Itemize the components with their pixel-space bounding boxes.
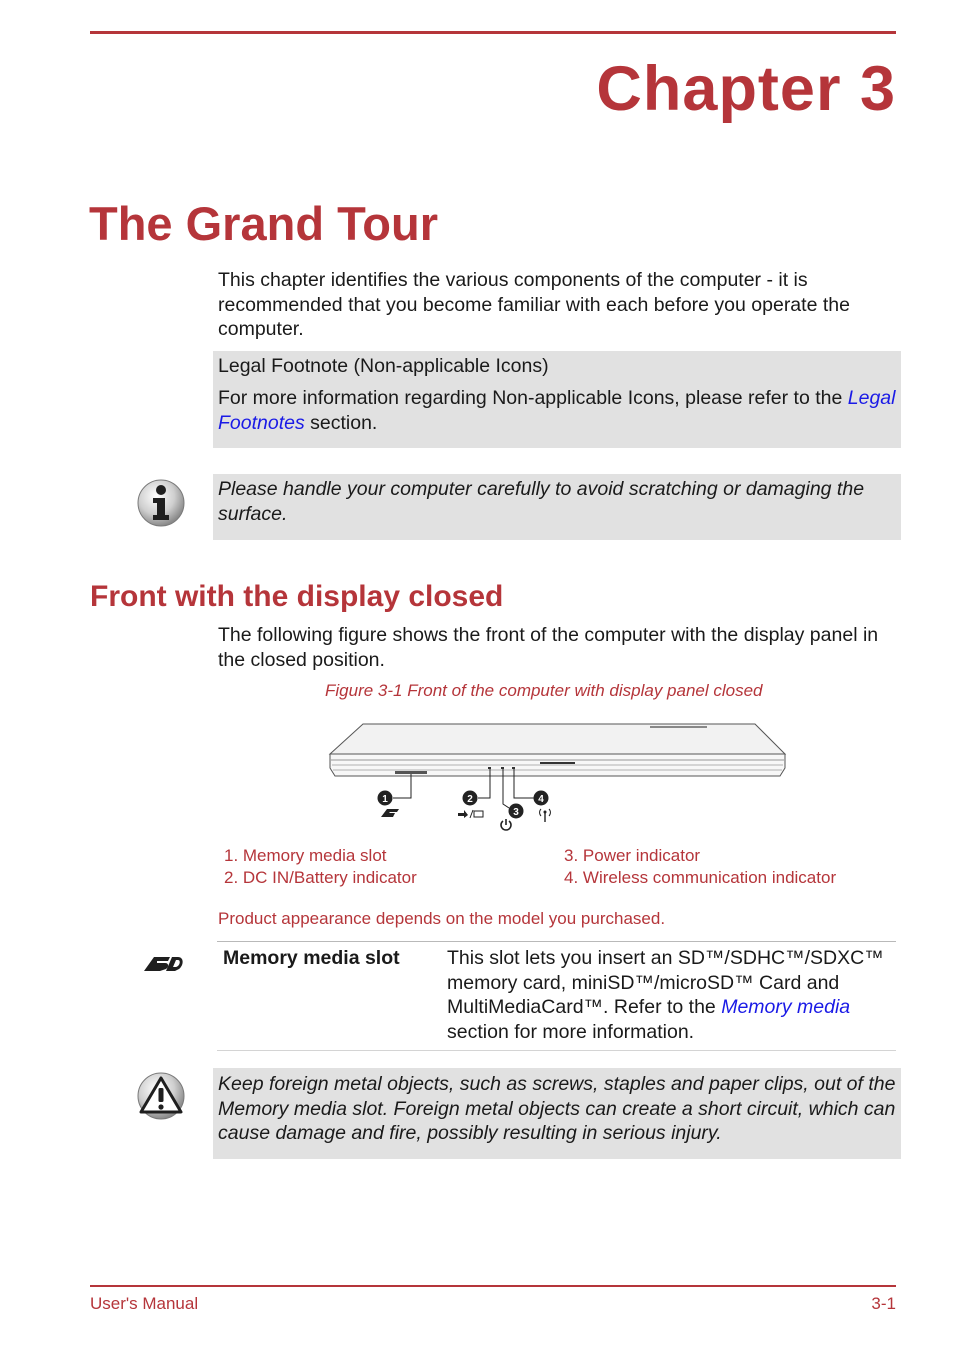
legend-item-dc-in: 2. DC IN/Battery indicator (224, 868, 417, 887)
callout-marker-1-label: 1 (382, 794, 388, 805)
intro-paragraph: This chapter identifies the various components of the computer - it is recommended that you become familiar with each before you operate the computer. (218, 269, 850, 340)
warning-note-text: Keep foreign metal objects, such as screws, staples and paper clips, out of the Memory media slot. Foreign metal objects can create a short circuit, which can cause damage and fire, possibly resulting in serious injury. (218, 1073, 896, 1144)
figure-sd-icon (381, 809, 399, 817)
appearance-note: Product appearance depends on the model you purchased. (218, 909, 666, 928)
info-note-text: Please handle your computer carefully to avoid scratching or damaging the surface. (218, 478, 865, 525)
footer-page-number: 3-1 (871, 1294, 896, 1313)
legend-item-memory-slot: 1. Memory media slot (224, 846, 387, 865)
section-paragraph: The following figure shows the front of the computer with the display panel in the closed position. (218, 624, 879, 671)
figure-battery-icon (458, 810, 483, 818)
warning-icon (136, 1071, 186, 1121)
sd-card-icon (138, 955, 184, 973)
chapter-label: Chapter 3 (596, 54, 896, 124)
callout-marker-2-label: 2 (467, 794, 473, 805)
legal-note-text-after: section. (304, 411, 378, 434)
memory-media-link[interactable]: Memory media (721, 996, 851, 1018)
callout-marker-4-label: 4 (538, 794, 544, 805)
figure-power-icon (501, 819, 511, 830)
top-rule (90, 31, 896, 34)
info-icon (136, 478, 186, 528)
section-heading: Front with the display closed (90, 580, 504, 613)
callout-marker-4 (534, 791, 549, 806)
callout-marker-3 (509, 804, 524, 819)
legal-note-text (218, 386, 898, 435)
laptop-front-figure (325, 712, 790, 837)
table-top-border (217, 941, 896, 942)
table-desc-before: This slot lets you insert an SD™/SDHC™/SDXC™ memory card, miniSD™/microSD™ Card and MultiMediaCard™. Refer to the (447, 947, 884, 1018)
laptop-body (330, 724, 785, 776)
callout-marker-2 (463, 791, 478, 806)
legal-footnotes-link[interactable]: Legal Footnotes (218, 387, 896, 434)
table-desc-memory-slot (447, 946, 897, 1044)
figure-wireless-icon (540, 809, 551, 822)
callout-marker-3-label: 3 (513, 807, 519, 818)
callout-marker-1 (378, 791, 393, 806)
legal-note-title: Legal Footnote (Non-applicable Icons) (218, 355, 549, 377)
figure-caption: Figure 3-1 Front of the computer with display panel closed (325, 681, 763, 700)
bottom-rule (90, 1285, 896, 1287)
legend-item-power: 3. Power indicator (564, 846, 701, 865)
table-term-memory-slot: Memory media slot (223, 947, 400, 969)
legal-note-text-before: For more information regarding Non-applicable Icons, please refer to the (218, 387, 848, 409)
table-bottom-border (217, 1050, 896, 1051)
table-desc-after: section for more information. (447, 1020, 695, 1043)
footer-manual-label: User's Manual (90, 1294, 199, 1313)
legend-item-wireless: 4. Wireless communication indicator (564, 868, 837, 887)
page-title: The Grand Tour (89, 197, 439, 250)
